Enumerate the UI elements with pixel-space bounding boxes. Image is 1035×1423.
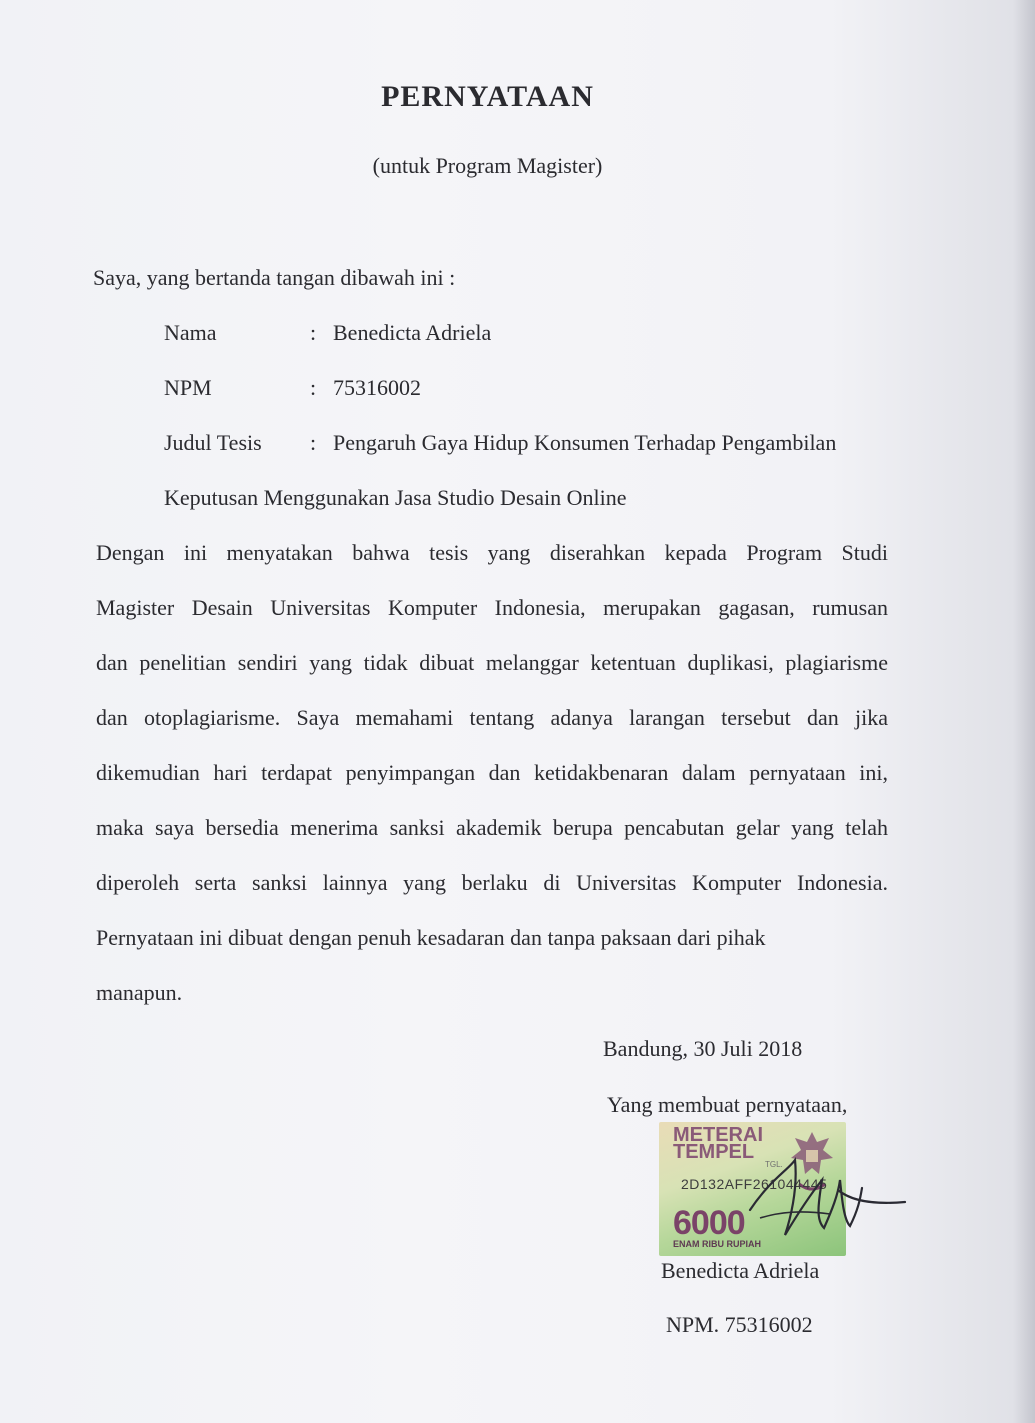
- stamp-value-words: ENAM RIBU RUPIAH: [673, 1239, 762, 1249]
- stamp-value: 6000: [673, 1204, 745, 1242]
- paragraph-line: Pernyataan ini dibuat dengan penuh kesadaran dan tanpa paksaan dari pihak: [96, 925, 766, 950]
- stamp-tgl: TGL.: [765, 1160, 783, 1169]
- paragraph-line: diperoleh serta sanksi lainnya yang berlaku di Universitas Komputer Indonesia.: [96, 870, 888, 895]
- paragraph-line: Dengan ini menyatakan bahwa tesis yang diserahkan kepada Program Studi: [96, 540, 888, 565]
- field-value: 75316002: [333, 375, 421, 400]
- field-value: Pengaruh Gaya Hidup Konsumen Terhadap Pengambilan: [333, 430, 837, 455]
- stamp-code: 2D132AFF261044445: [681, 1176, 828, 1192]
- paragraph-line: manapun.: [96, 980, 183, 1005]
- document-title: PERNYATAAN: [381, 80, 594, 113]
- signer-name: Benedicta Adriela: [661, 1258, 820, 1283]
- paragraph-line: dan penelitian sendiri yang tidak dibuat melanggar ketentuan duplikasi, plagiarisme: [96, 650, 888, 675]
- stamp-line1: METERAI: [673, 1124, 763, 1146]
- paragraph-line: dan otoplagiarisme. Saya memahami tentang adanya larangan tersebut dan jika: [96, 705, 888, 730]
- paragraph-line: dikemudian hari terdapat penyimpangan dan ketidakbenaran dalam pernyataan ini,: [96, 760, 888, 785]
- signature-icon: [740, 1140, 910, 1250]
- signer-caption: Yang membuat pernyataan,: [607, 1092, 848, 1117]
- document-subtitle: (untuk Program Magister): [372, 153, 603, 178]
- field-label: Nama: [164, 320, 217, 345]
- field-label: NPM: [164, 375, 212, 400]
- field-label: Judul Tesis: [164, 430, 262, 455]
- paragraph-line: Magister Desain Universitas Komputer Indonesia, merupakan gagasan, rumusan: [96, 595, 888, 620]
- stamp-line2: TEMPEL: [673, 1141, 755, 1163]
- field-colon: :: [310, 375, 317, 400]
- field-colon: :: [310, 430, 317, 455]
- field-colon: :: [310, 320, 317, 345]
- place-date: Bandung, 30 Juli 2018: [603, 1036, 803, 1061]
- field-value: Benedicta Adriela: [333, 320, 492, 345]
- signer-npm: NPM. 75316002: [666, 1312, 813, 1337]
- paragraph-line: maka saya bersedia menerima sanksi akademik berupa pencabutan gelar yang telah: [96, 815, 888, 840]
- intro-text: Saya, yang bertanda tangan dibawah ini :: [93, 265, 456, 290]
- thesis-title-continuation: Keputusan Menggunakan Jasa Studio Desain Online: [164, 485, 627, 510]
- page-edge-shadow: [1013, 0, 1035, 1423]
